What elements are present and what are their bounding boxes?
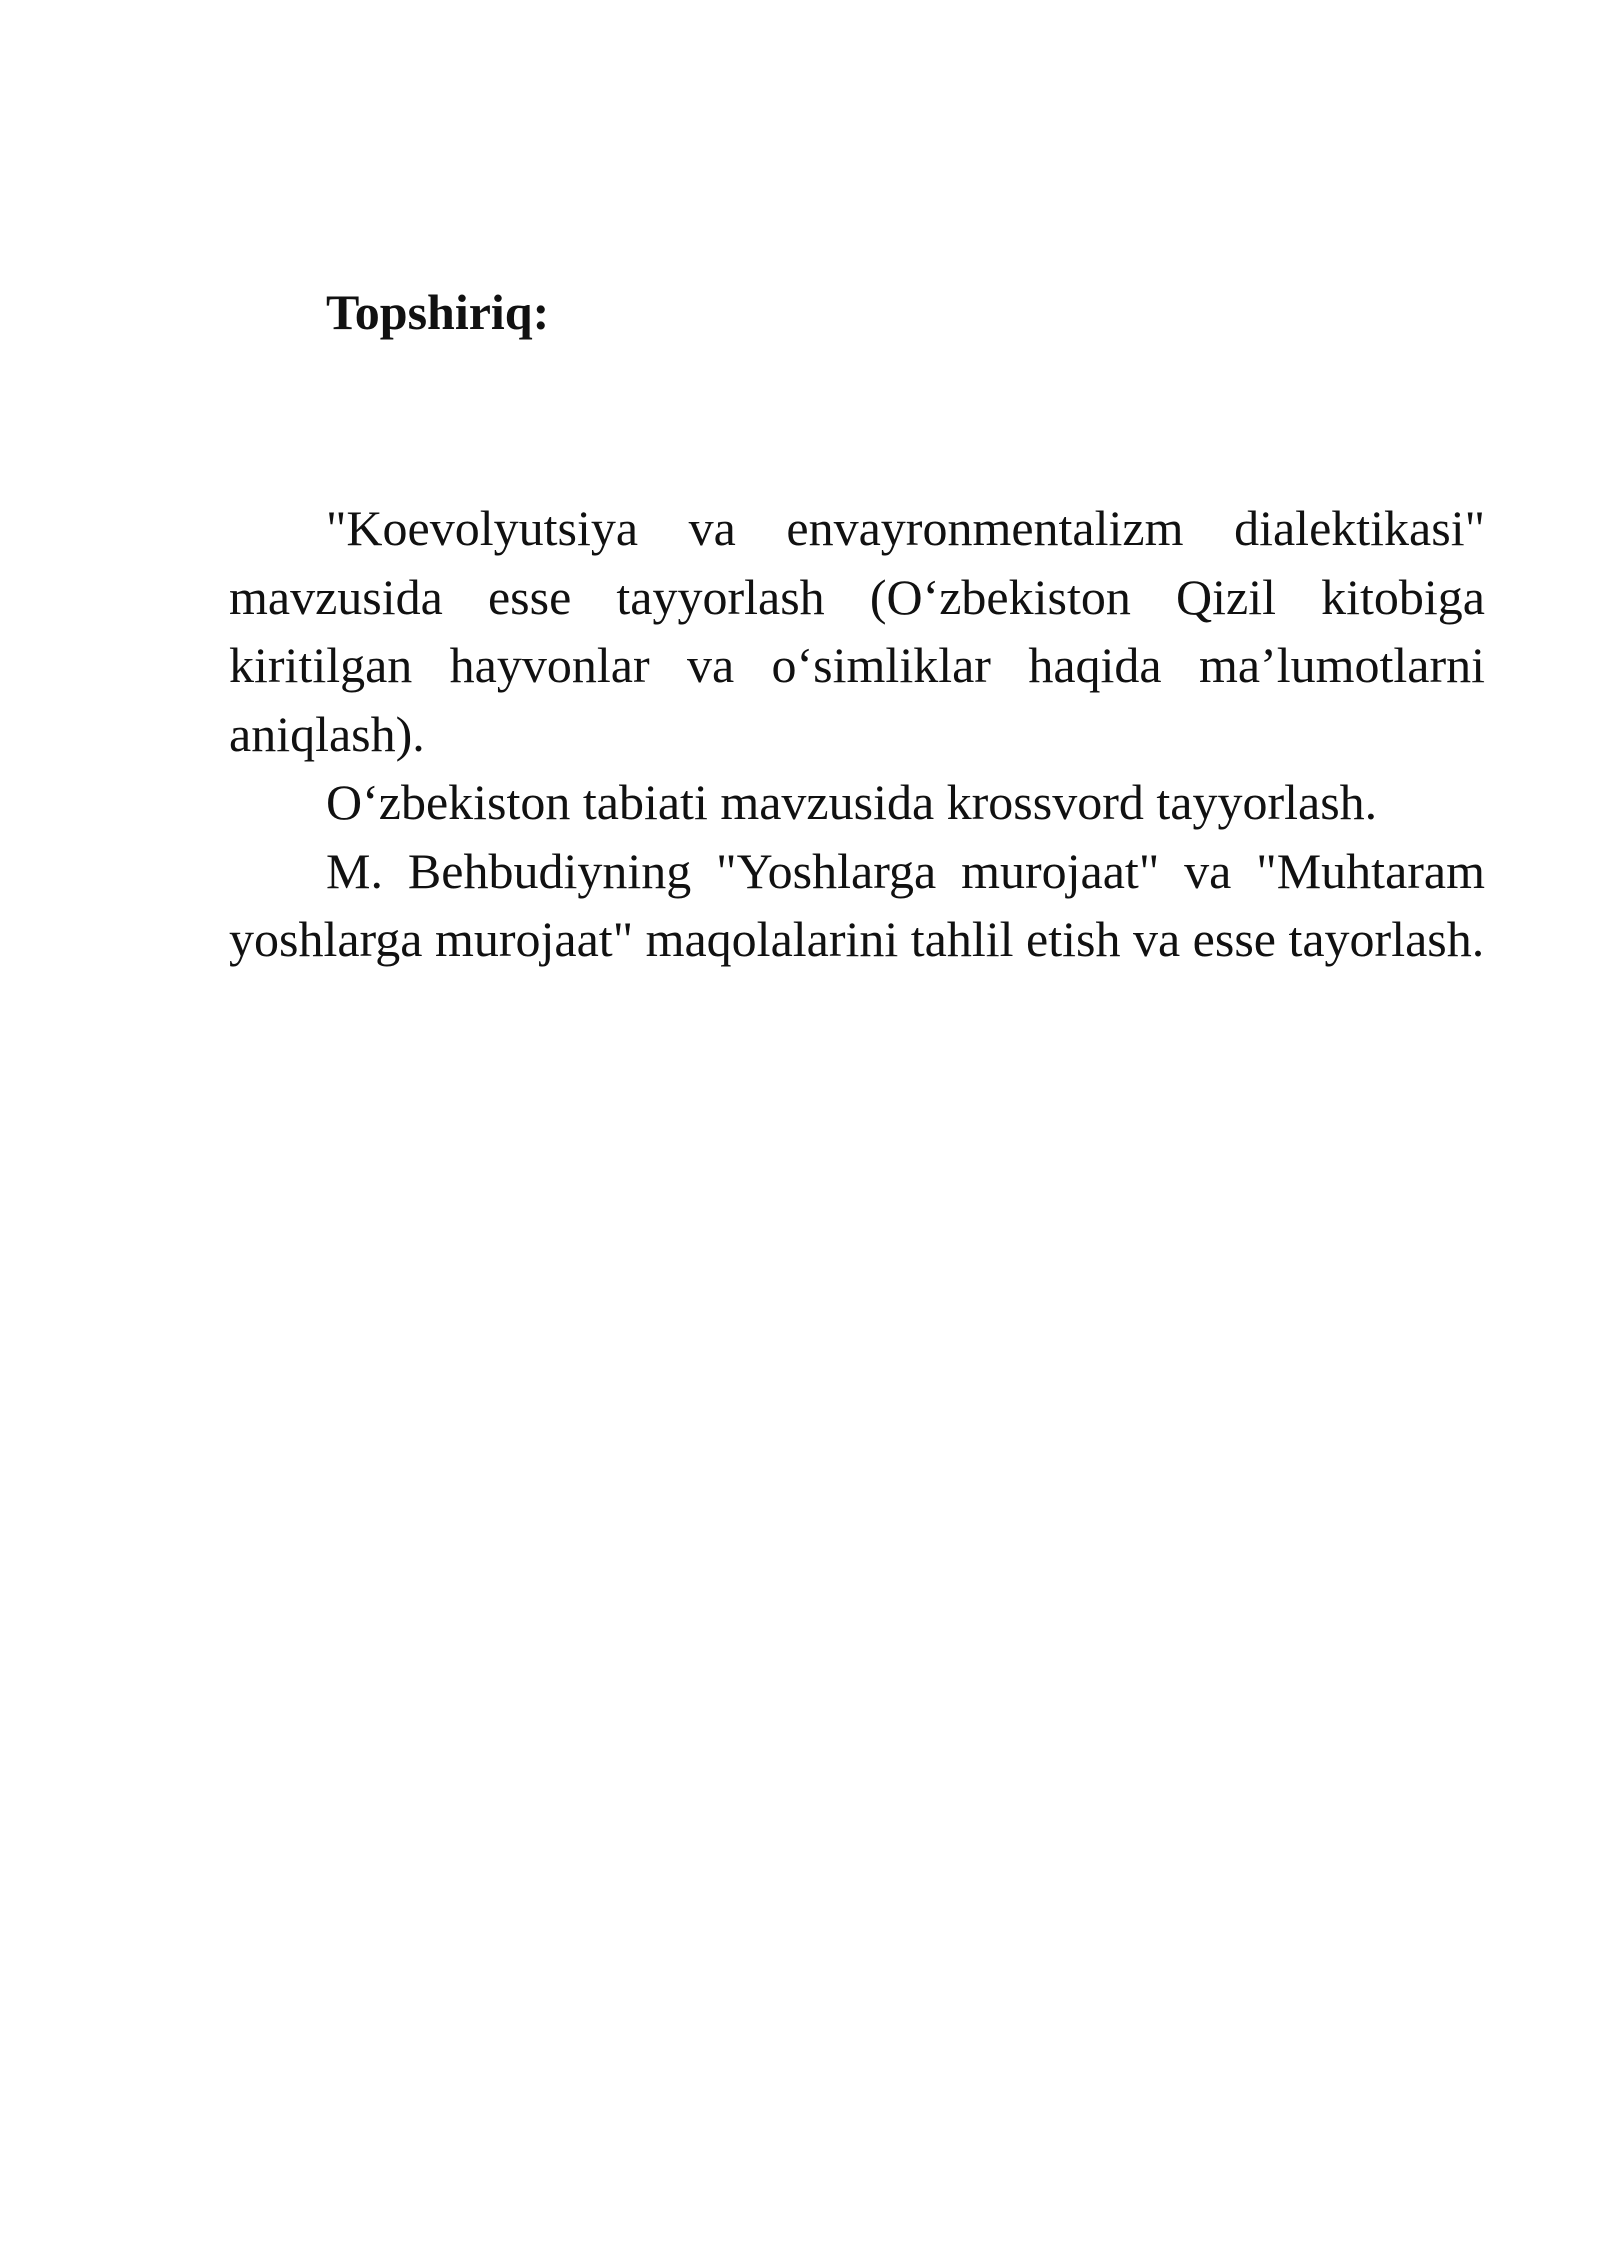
task-paragraph-essay: "Koevolyutsiya va envayronmentalizm dialektikasi" mavzusida esse tayyorlash (O‘zbekiston Qizil kitobiga kiritilgan hayvonlar va o‘simliklar haqida ma’lumotlarni aniqlash).: [229, 500, 1485, 762]
task-body: [229, 494, 1485, 974]
task-heading: Topshiriq:: [326, 284, 550, 340]
task-paragraph-analysis: M. Behbudiyning "Yoshlarga murojaat" va "Muhtaram yoshlarga murojaat" maqolalarini tahlil etish va esse tayorlash.: [229, 842, 1485, 967]
task-paragraph-crossword: O‘zbekiston tabiati mavzusida krossvord tayyorlash.: [326, 774, 1378, 830]
